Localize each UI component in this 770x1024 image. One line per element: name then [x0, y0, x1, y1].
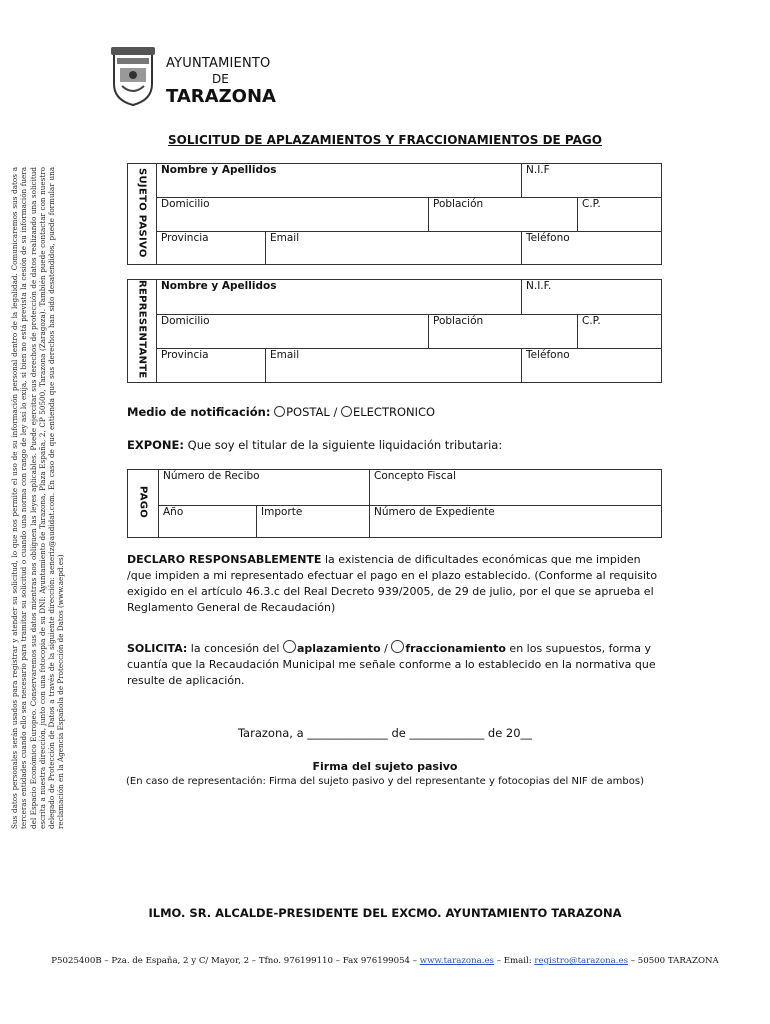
field-domicilio[interactable]: Domicilio: [157, 198, 429, 232]
declaro-paragraph: [127, 552, 662, 616]
declaro-label: DECLARO RESPONSABLEMENTE: [127, 553, 322, 566]
field-nombre[interactable]: Nombre y Apellidos: [157, 164, 522, 198]
expone-row: [127, 437, 662, 453]
form-title: SOLICITUD DE APLAZAMIENTOS Y FRACCIONAMIENTOS DE PAGO: [168, 133, 602, 147]
field-rep-email[interactable]: Email: [266, 349, 522, 383]
electronico-radio[interactable]: [341, 406, 352, 417]
field-recibo[interactable]: Número de Recibo: [159, 470, 370, 506]
declaro-text: la existencia de dificultades económicas que me impiden /que impiden a mi representado efectuar el pago en el plazo establecido. (Conforme al requisito exigido en el artículo 46.3.c del Real Decreto 939/2005, de 29 de julio, por el que se aprueba el Reglamento General de Recaudación): [127, 553, 658, 614]
logo-line-3: TARAZONA: [166, 86, 276, 107]
postal-label: POSTAL: [286, 405, 330, 419]
field-rep-nombre[interactable]: Nombre y Apellidos: [157, 280, 522, 315]
pago-table: [127, 469, 662, 538]
email-link[interactable]: registro@tarazona.es: [534, 956, 629, 966]
field-provincia[interactable]: Provincia: [157, 232, 266, 265]
notificacion-row: Medio de notificación: POSTAL / ELECTRONICO: [127, 405, 436, 419]
section-label-pago: PAGO: [128, 470, 159, 538]
solicita-paragraph: SOLICITA: la concesión del aplazamiento / fraccionamiento en los supuestos, forma y cuantía que la Recaudación Municipal me señale conforme a lo establecido en la normativa que resulte de aplicación.: [127, 642, 656, 687]
postal-radio[interactable]: [274, 406, 285, 417]
field-poblacion[interactable]: Población: [429, 198, 578, 232]
firma-note: (En caso de representación: Firma del sujeto pasivo y del representante y fotocopias del NIF de ambos): [126, 776, 644, 787]
field-cp[interactable]: C.P.: [578, 198, 662, 232]
field-rep-domicilio[interactable]: Domicilio: [157, 314, 429, 349]
section-label-sujeto: SUJETO PASIVO: [128, 164, 157, 265]
field-concepto[interactable]: Concepto Fiscal: [370, 470, 662, 506]
field-rep-cp[interactable]: C.P.: [578, 314, 662, 349]
website-link[interactable]: www.tarazona.es: [419, 956, 494, 966]
field-rep-poblacion[interactable]: Población: [429, 314, 578, 349]
field-anio[interactable]: Año: [159, 506, 257, 538]
firma-label: Firma del sujeto pasivo: [312, 760, 458, 773]
logo-line-2: DE: [212, 72, 229, 86]
privacy-notice: Sus datos personales serán usados para registrar y atender su solicitud, lo que nos permite el uso de su información personal dentro de la legalidad. Comunicaremos sus datos a terceras entidades cuando ello sea necesario para tramitar su solicitud o cuando una norma con rango de ley así lo exija, si bien no está prevista la cesión de su información fuera del Espacio Económico Europeo. Conservaremos sus datos mientras nos obliguen las leyes aplicables. Puede ejercitar sus derechos de protección de datos realizando una solicitud escrita a nuestra dirección, junto con una fotocopia de su DNI: Ayuntamiento de Tarazona, Plaza España, 2, CP 50500, Tarazona (Zaragoza). También puede contactar con nuestro delegado de Protección de Datos a través de la siguiente dirección: aeneriz@audidat.com. En caso de que entienda que sus derechos han sido desatendidos, puede formular una reclamación en la Agencia Española de Protección de Datos (www.aepd.es): [10, 167, 66, 829]
footer: P5025400B – Pza. de España, 2 y C/ Mayor, 2 – Tfno. 976199110 – Fax 976199054 – www.tarazona.es – Email: registro@tarazona.es – 50500 TARAZONA: [51, 956, 719, 966]
destinatario: ILMO. SR. ALCALDE-PRESIDENTE DEL EXCMO. AYUNTAMIENTO TARAZONA: [148, 906, 622, 920]
aplazamiento-label: aplazamiento: [296, 642, 381, 655]
field-rep-provincia[interactable]: Provincia: [157, 349, 266, 383]
field-importe[interactable]: Importe: [257, 506, 370, 538]
fecha-line: Tarazona, a ______________ de _____________ de 20__: [237, 726, 533, 740]
notificacion-label: Medio de notificación:: [127, 405, 271, 419]
expone-text: Que soy el titular de la siguiente liquidación tributaria:: [184, 438, 503, 452]
field-rep-telefono[interactable]: Teléfono: [522, 349, 662, 383]
electronico-label: ELECTRONICO: [352, 405, 436, 419]
field-rep-nif[interactable]: N.I.F.: [522, 280, 662, 315]
solicita-label: SOLICITA:: [127, 642, 188, 655]
field-nif[interactable]: N.I.F: [522, 164, 662, 198]
expone-label: EXPONE:: [127, 438, 185, 452]
field-telefono[interactable]: Teléfono: [522, 232, 662, 265]
aplazamiento-radio[interactable]: [283, 640, 296, 653]
coat-of-arms-icon: [108, 44, 158, 106]
fraccionamiento-label: fraccionamiento: [405, 642, 506, 655]
fraccionamiento-radio[interactable]: [391, 640, 404, 653]
logo-line-1: AYUNTAMIENTO: [166, 56, 271, 71]
field-email[interactable]: Email: [266, 232, 522, 265]
section-label-representante: REPRESENTANTE: [128, 280, 157, 383]
representante-table: [127, 279, 662, 383]
municipal-logo: [108, 44, 288, 114]
field-expediente[interactable]: Número de Expediente: [370, 506, 662, 538]
sujeto-pasivo-table: [127, 163, 662, 265]
